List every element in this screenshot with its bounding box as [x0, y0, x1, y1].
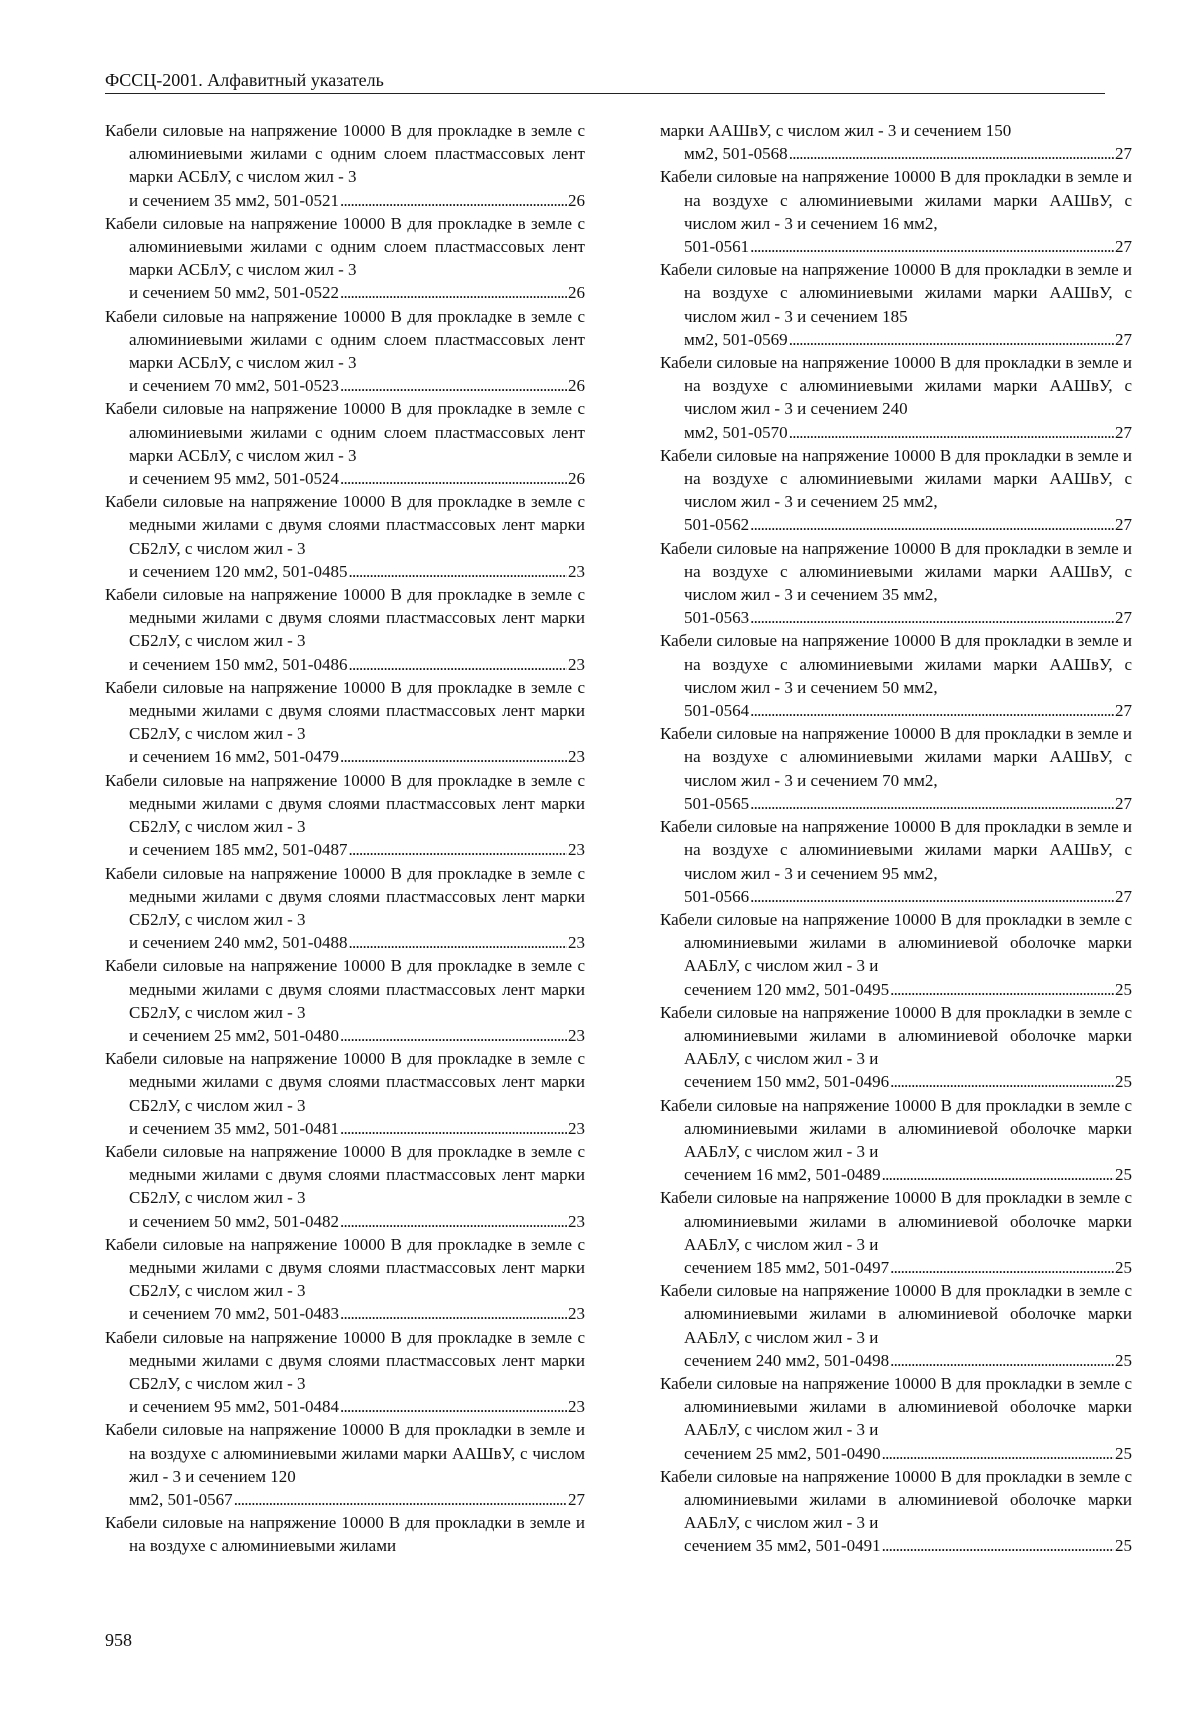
dot-leader: [750, 885, 1114, 908]
entry-page-ref: 27: [1115, 515, 1132, 535]
entry-text: Кабели силовые на напряжение 10000 В для прокладки в земле с алюминиевыми жилами в алюминиевой оболочке марки ААБлУ, с числом жил - 3 и: [660, 1281, 1132, 1347]
dot-leader: [349, 653, 568, 676]
entry-last-line: [129, 1488, 585, 1511]
index-entry: [105, 1326, 585, 1419]
entry-last-line: [684, 421, 1132, 444]
entry-text: Кабели силовые на напряжение 10000 В для прокладки в земле с алюминиевыми жилами в алюминиевой оболочке марки ААБлУ, с числом жил - 3 и: [660, 1466, 1132, 1533]
entry-page-ref: 26: [568, 376, 585, 396]
dot-leader: [890, 1256, 1114, 1279]
entry-code: и сечением 70 мм2, 501-0483: [129, 1304, 339, 1324]
index-entry: [105, 397, 585, 490]
entry-page-ref: 27: [1115, 701, 1132, 721]
index-entry: [660, 1001, 1132, 1094]
entry-last-line: [129, 838, 585, 861]
entry-page-ref: 23: [568, 1304, 585, 1324]
page-header: ФССЦ-2001. Алфавитный указатель: [105, 68, 1105, 94]
entry-code: и сечением 25 мм2, 501-0480: [129, 1025, 339, 1045]
index-entry: [660, 1465, 1132, 1558]
index-entry: [660, 537, 1132, 630]
entry-last-line: [684, 1442, 1132, 1465]
index-entry: [105, 1047, 585, 1140]
entry-page-ref: 23: [568, 747, 585, 767]
dot-leader: [890, 1070, 1114, 1093]
entry-code: и сечением 150 мм2, 501-0486: [129, 654, 348, 674]
entry-code: сечением 25 мм2, 501-0490: [684, 1443, 881, 1463]
entry-page-ref: 23: [568, 1118, 585, 1138]
entry-code: 501-0565: [684, 793, 750, 813]
entry-text: Кабели силовые на напряжение 10000 В для прокладке в земле с медными жилами с двумя слоями пластмассовых лент марки СБ2лУ, с числом жил - 3: [105, 1234, 585, 1301]
entry-last-line: [684, 1534, 1132, 1557]
entry-code: мм2, 501-0569: [684, 329, 788, 349]
dot-leader: [349, 838, 568, 861]
dot-leader: [340, 374, 567, 397]
entry-last-line: [129, 1210, 585, 1233]
index-entry: [105, 212, 585, 305]
index-entry: [105, 583, 585, 676]
entry-page-ref: 27: [1115, 608, 1132, 628]
entry-code: 501-0563: [684, 608, 750, 628]
entry-page-ref: 26: [568, 283, 585, 303]
dot-leader: [340, 281, 567, 304]
index-entry: [660, 722, 1132, 815]
index-entry: [105, 305, 585, 398]
entry-last-line: [129, 1117, 585, 1140]
entry-last-line: [129, 374, 585, 397]
entry-last-line: [684, 699, 1132, 722]
entry-code: сечением 240 мм2, 501-0498: [684, 1350, 890, 1370]
entry-code: и сечением 185 мм2, 501-0487: [129, 840, 348, 860]
dot-leader: [882, 1534, 1114, 1557]
entry-page-ref: 25: [1115, 1536, 1132, 1556]
entry-text: Кабели силовые на напряжение 10000 В для прокладки в земле и на воздухе с алюминиевыми жилами марки ААШвУ, с числом жил - 3 и сечением 120: [105, 1420, 585, 1486]
index-entry: [105, 1511, 585, 1557]
dot-leader: [789, 421, 1114, 444]
entry-code: сечением 35 мм2, 501-0491: [684, 1536, 881, 1556]
index-entry: [105, 1233, 585, 1326]
dot-leader: [750, 513, 1114, 536]
entry-last-line: [684, 1349, 1132, 1372]
entry-page-ref: 27: [1115, 329, 1132, 349]
index-column-left: [105, 119, 585, 1558]
index-entry: [105, 1140, 585, 1233]
index-entry: [660, 444, 1132, 537]
index-entry: [105, 954, 585, 1047]
entry-page-ref: 23: [568, 1397, 585, 1417]
entry-page-ref: 23: [568, 1025, 585, 1045]
entry-last-line: [684, 792, 1132, 815]
index-entry: [105, 490, 585, 583]
index-entry: [105, 119, 585, 212]
entry-page-ref: 26: [568, 190, 585, 210]
dot-leader: [882, 1163, 1114, 1186]
entry-text: Кабели силовые на напряжение 10000 В для прокладки в земле и на воздухе с алюминиевыми жилами марки ААШвУ, с числом жил - 3 и сечением 70 мм2,: [660, 724, 1132, 790]
entry-page-ref: 27: [1115, 422, 1132, 442]
entry-text: Кабели силовые на напряжение 10000 В для прокладке в земле с медными жилами с двумя слоями пластмассовых лент марки СБ2лУ, с числом жил - 3: [105, 863, 585, 929]
entry-text: Кабели силовые на напряжение 10000 В для прокладке в земле с медными жилами с двумя слоями пластмассовых лент марки СБ2лУ, с числом жил - 3: [105, 492, 585, 558]
entry-code: и сечением 70 мм2, 501-0523: [129, 376, 339, 396]
entry-code: и сечением 95 мм2, 501-0484: [129, 1397, 339, 1417]
entry-page-ref: 23: [568, 654, 585, 674]
entry-last-line: [684, 885, 1132, 908]
entry-last-line: [684, 142, 1132, 165]
entry-code: сечением 120 мм2, 501-0495: [684, 979, 890, 999]
index-entry: [660, 908, 1132, 1001]
dot-leader: [789, 328, 1114, 351]
index-entry: [660, 258, 1132, 351]
entry-text: Кабели силовые на напряжение 10000 В для прокладке в земле с медными жилами с двумя слоями пластмассовых лент марки СБ2лУ, с числом жил - 3: [105, 1049, 585, 1115]
entry-last-line: [129, 189, 585, 212]
index-entry: [660, 165, 1132, 258]
dot-leader: [882, 1442, 1114, 1465]
entry-last-line: [684, 1163, 1132, 1186]
entry-page-ref: 25: [1115, 1257, 1132, 1277]
entry-text: Кабели силовые на напряжение 10000 В для прокладке в земле с алюминиевыми жилами с одним слоем пластмассовых лент марки АСБлУ, с числом жил - 3: [105, 121, 585, 187]
entry-page-ref: 23: [568, 840, 585, 860]
entry-page-ref: 23: [568, 1211, 585, 1231]
index-entry: [660, 1094, 1132, 1187]
dot-leader: [349, 560, 568, 583]
entry-page-ref: 27: [1115, 144, 1132, 164]
entry-text: Кабели силовые на напряжение 10000 В для прокладки в земле с алюминиевыми жилами в алюминиевой оболочке марки ААБлУ, с числом жил - 3 и: [660, 1095, 1132, 1161]
entry-last-line: [684, 235, 1132, 258]
index-entry: [660, 1372, 1132, 1465]
entry-page-ref: 27: [1115, 886, 1132, 906]
dot-leader: [340, 189, 567, 212]
entry-last-line: [129, 1024, 585, 1047]
entry-text: Кабели силовые на напряжение 10000 В для прокладке в земле с медными жилами с двумя слоями пластмассовых лент марки СБ2лУ, с числом жил - 3: [105, 677, 585, 744]
entry-text: Кабели силовые на напряжение 10000 В для прокладки в земле с алюминиевыми жилами в алюминиевой оболочке марки ААБлУ, с числом жил - 3 и: [660, 1188, 1132, 1254]
entry-text: Кабели силовые на напряжение 10000 В для прокладке в земле с алюминиевыми жилами с одним слоем пластмассовых лент марки АСБлУ, с числом жил - 3: [105, 213, 585, 280]
entry-page-ref: 25: [1115, 1165, 1132, 1185]
entry-code: и сечением 50 мм2, 501-0482: [129, 1211, 339, 1231]
entry-page-ref: 25: [1115, 1443, 1132, 1463]
entry-text: Кабели силовые на напряжение 10000 В для прокладке в земле с медными жилами с двумя слоями пластмассовых лент марки СБ2лУ, с числом жил - 3: [105, 1141, 585, 1208]
entry-code: мм2, 501-0568: [684, 144, 788, 164]
dot-leader: [340, 745, 567, 768]
entry-code: и сечением 35 мм2, 501-0521: [129, 190, 339, 210]
entry-code: сечением 150 мм2, 501-0496: [684, 1072, 890, 1092]
entry-code: и сечением 35 мм2, 501-0481: [129, 1118, 339, 1138]
page-number: 958: [105, 1630, 132, 1650]
entry-text: Кабели силовые на напряжение 10000 В для прокладке в земле с алюминиевыми жилами с одним слоем пластмассовых лент марки АСБлУ, с числом жил - 3: [105, 399, 585, 465]
entry-text: марки ААШвУ, с числом жил - 3 и сечением 150: [660, 121, 1012, 140]
index-entry: [660, 119, 1132, 165]
dot-leader: [340, 1395, 567, 1418]
entry-code: сечением 16 мм2, 501-0489: [684, 1165, 881, 1185]
entry-text: Кабели силовые на напряжение 10000 В для прокладке в земле с медными жилами с двумя слоями пластмассовых лент марки СБ2лУ, с числом жил - 3: [105, 585, 585, 651]
entry-text: Кабели силовые на напряжение 10000 В для прокладки в земле с алюминиевыми жилами в алюминиевой оболочке марки ААБлУ, с числом жил - 3 и: [660, 909, 1132, 976]
dot-leader: [890, 1349, 1114, 1372]
entry-last-line: [129, 1395, 585, 1418]
entry-text: Кабели силовые на напряжение 10000 В для прокладке в земле с медными жилами с двумя слоями пластмассовых лент марки СБ2лУ, с числом жил - 3: [105, 770, 585, 837]
entry-text: Кабели силовые на напряжение 10000 В для прокладки в земле и на воздухе с алюминиевыми жилами марки ААШвУ, с числом жил - 3 и сечением 16 мм2,: [660, 167, 1132, 233]
dot-leader: [750, 606, 1114, 629]
index-column-right: [660, 119, 1132, 1558]
index-entry: [105, 676, 585, 769]
entry-last-line: [684, 1070, 1132, 1093]
entry-code: 501-0566: [684, 886, 750, 906]
entry-text: Кабели силовые на напряжение 10000 В для прокладки в земле с алюминиевыми жилами в алюминиевой оболочке марки ААБлУ, с числом жил - 3 и: [660, 1373, 1132, 1440]
entry-last-line: [129, 653, 585, 676]
entry-code: 501-0561: [684, 237, 750, 257]
entry-page-ref: 25: [1115, 979, 1132, 999]
entry-page-ref: 23: [568, 561, 585, 581]
entry-page-ref: 27: [1115, 793, 1132, 813]
entry-page-ref: 25: [1115, 1072, 1132, 1092]
dot-leader: [750, 792, 1114, 815]
entry-text: Кабели силовые на напряжение 10000 В для прокладки в земле и на воздухе с алюминиевыми жилами марки ААШвУ, с числом жил - 3 и сечением 240: [660, 353, 1132, 419]
index-entry: [660, 1186, 1132, 1279]
dot-leader: [340, 467, 567, 490]
index-entry: [660, 629, 1132, 722]
dot-leader: [340, 1302, 567, 1325]
index-entry: [660, 1279, 1132, 1372]
entry-code: и сечением 50 мм2, 501-0522: [129, 283, 339, 303]
entry-text: Кабели силовые на напряжение 10000 В для прокладки в земле и на воздухе с алюминиевыми жилами: [105, 1513, 585, 1556]
entry-text: Кабели силовые на напряжение 10000 В для прокладки в земле и на воздухе с алюминиевыми жилами марки ААШвУ, с числом жил - 3 и сечением 35 мм2,: [660, 538, 1132, 605]
entry-page-ref: 23: [568, 933, 585, 953]
dot-leader: [890, 978, 1114, 1001]
entry-last-line: [684, 1256, 1132, 1279]
entry-code: сечением 185 мм2, 501-0497: [684, 1257, 890, 1277]
entry-page-ref: 27: [1115, 237, 1132, 257]
entry-text: Кабели силовые на напряжение 10000 В для прокладки в земле и на воздухе с алюминиевыми жилами марки ААШвУ, с числом жил - 3 и сечением 185: [660, 260, 1132, 326]
dot-leader: [340, 1117, 567, 1140]
entry-last-line: [129, 1302, 585, 1325]
index-entry: [660, 815, 1132, 908]
dot-leader: [349, 931, 568, 954]
dot-leader: [789, 142, 1114, 165]
entry-last-line: [129, 745, 585, 768]
index-entry: [660, 351, 1132, 444]
entry-code: и сечением 95 мм2, 501-0524: [129, 469, 339, 489]
entry-last-line: [684, 328, 1132, 351]
entry-text: Кабели силовые на напряжение 10000 В для прокладке в земле с медными жилами с двумя слоями пластмассовых лент марки СБ2лУ, с числом жил - 3: [105, 956, 585, 1022]
entry-last-line: [129, 931, 585, 954]
entry-code: 501-0562: [684, 515, 750, 535]
entry-last-line: [684, 978, 1132, 1001]
entry-last-line: [129, 560, 585, 583]
entry-last-line: [684, 606, 1132, 629]
entry-text: Кабели силовые на напряжение 10000 В для прокладке в земле с медными жилами с двумя слоями пластмассовых лент марки СБ2лУ, с числом жил - 3: [105, 1327, 585, 1393]
dot-leader: [234, 1488, 567, 1511]
index-entry: [105, 769, 585, 862]
dot-leader: [750, 235, 1114, 258]
entry-text: Кабели силовые на напряжение 10000 В для прокладке в земле с алюминиевыми жилами с одним слоем пластмассовых лент марки АСБлУ, с числом жил - 3: [105, 306, 585, 373]
entry-text: Кабели силовые на напряжение 10000 В для прокладки в земле и на воздухе с алюминиевыми жилами марки ААШвУ, с числом жил - 3 и сечением 95 мм2,: [660, 817, 1132, 883]
entry-page-ref: 27: [568, 1489, 585, 1509]
entry-page-ref: 25: [1115, 1350, 1132, 1370]
entry-last-line: [129, 281, 585, 304]
dot-leader: [750, 699, 1114, 722]
index-entry: [105, 862, 585, 955]
entry-text: Кабели силовые на напряжение 10000 В для прокладки в земле и на воздухе с алюминиевыми жилами марки ААШвУ, с числом жил - 3 и сечением 25 мм2,: [660, 445, 1132, 512]
entry-code: 501-0564: [684, 701, 750, 721]
entry-code: и сечением 16 мм2, 501-0479: [129, 747, 339, 767]
entry-code: и сечением 120 мм2, 501-0485: [129, 561, 348, 581]
entry-code: мм2, 501-0567: [129, 1489, 233, 1509]
entry-code: и сечением 240 мм2, 501-0488: [129, 933, 348, 953]
dot-leader: [340, 1210, 567, 1233]
dot-leader: [340, 1024, 567, 1047]
entry-text: Кабели силовые на напряжение 10000 В для прокладки в земле с алюминиевыми жилами в алюминиевой оболочке марки ААБлУ, с числом жил - 3 и: [660, 1002, 1132, 1069]
entry-last-line: [684, 513, 1132, 536]
index-entry: [105, 1418, 585, 1511]
entry-last-line: [129, 467, 585, 490]
entry-text: Кабели силовые на напряжение 10000 В для прокладки в земле и на воздухе с алюминиевыми жилами марки ААШвУ, с числом жил - 3 и сечением 50 мм2,: [660, 631, 1132, 697]
entry-page-ref: 26: [568, 469, 585, 489]
entry-code: мм2, 501-0570: [684, 422, 788, 442]
